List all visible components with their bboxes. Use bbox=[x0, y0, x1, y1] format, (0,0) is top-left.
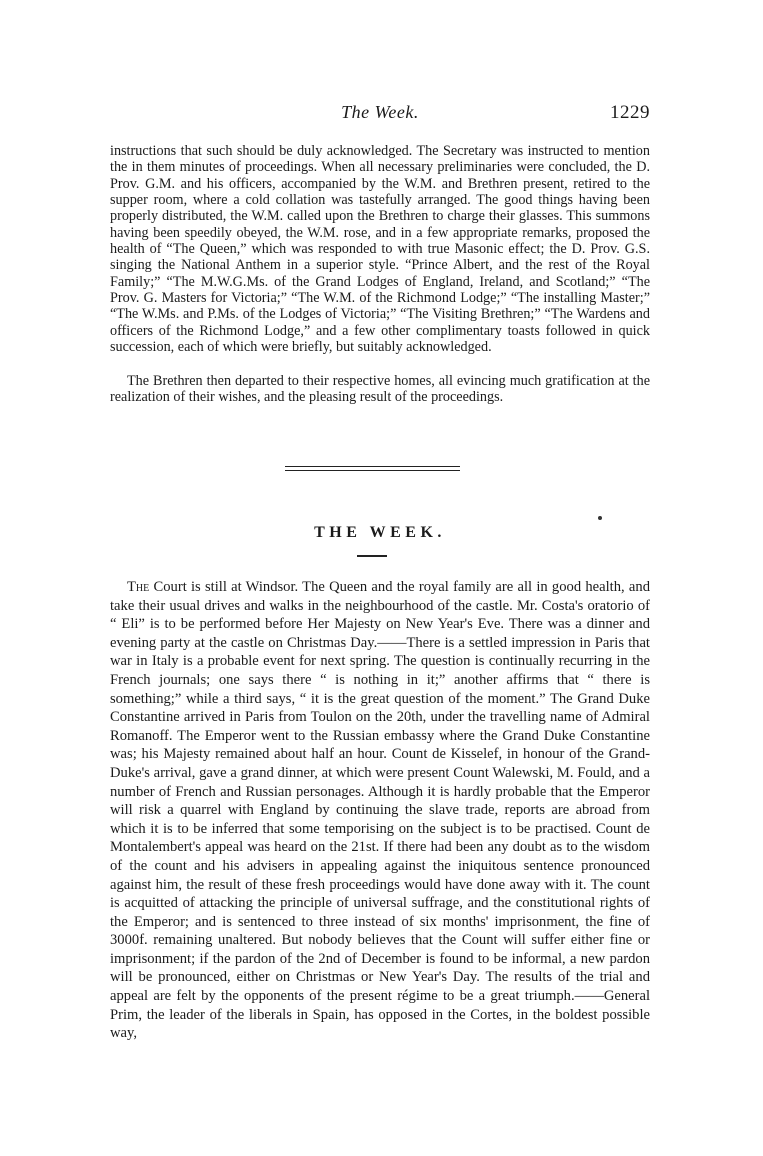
title-underline bbox=[357, 555, 387, 557]
running-title: The Week. bbox=[341, 102, 419, 122]
section-divider-top bbox=[285, 466, 460, 467]
print-speck bbox=[598, 516, 602, 520]
section-body-text: Court is still at Windsor. The Queen and the royal family are all in good health, and take their usual drives and walks in the neighbourhood of the castle. Mr. Costa's oratorio of “ Eli” is to be performed before Her Majesty on New Year's Eve. There was a dinner and evening party at the castle on Christmas Day.——There is a settled impression in Paris that war in Italy is a probable event for next spring. The question is continually recurring in the French journals; one says there “ is nothing in it;” another affirms that “ there is something;” while a third says, “ it is the great question of the moment.” The Grand Duke Constantine arrived in Paris from Toulon on the 20th, under the travelling name of Admiral Romanoff. The Emperor went to the Russian embassy where the Grand Duke Constantine was; his Majesty remained about half an hour. Count de Kisselef, in honour of the Grand-Duke's arrival, gave a grand dinner, at which were present Count Walewski, M. Fould, and a number of French and Russian personages. Although it is hardly probable that the Emperor will risk a quarrel with England by continuing the slave trade, reports are abroad from which it is to be inferred that some temporising on the subject is to be practised. Count de Montalembert's appeal was heard on the 21st. If there had been any doubt as to the wisdom of the count and his advisers in appealing against the iniquitous sentence pronounced against him, the result of these fresh proceedings would have done away with it. The count is acquitted of attacking the principle of universal suffrage, and the constitutional rights of the Emperor; and is sentenced to three instead of six months' imprisonment, the fine of 3000f. remaining unaltered. But nobody believes that the Count will suffer either fine or imprisonment; if the pardon of the 2nd of December is found to be informal, a new pardon will be pronounced, either on Christmas or New Year's Day. The results of the trial and appeal are felt by the opponents of the present régime to be a great triumph.——General Prim, the leader of the liberals in Spain, has opposed in the Cortes, in the boldest possible way, bbox=[110, 579, 650, 1042]
section-body bbox=[110, 578, 650, 1043]
paragraph-closing: The Brethren then departed to their respective homes, all evincing much gratification at the realization of their wishes, and the pleasing result of the proceedings. bbox=[110, 373, 650, 406]
section-title: THE WEEK. bbox=[314, 524, 446, 541]
running-head bbox=[110, 102, 650, 128]
page-number: 1229 bbox=[610, 102, 650, 123]
lead-word: The bbox=[127, 579, 150, 595]
paragraph-continued: instructions that such should be duly acknowledged. The Secretary was instructed to mention the in them minutes of proceedings. When all necessary preliminaries were concluded, the D. Prov. G.M. and his officers, accompanied by the W.M. and Brethren present, retired to the supper room, where a cold collation was tastefully arranged. The good things having been properly distributed, the W.M. called upon the Brethren to charge their glasses. This summons having been speedily obeyed, the W.M. rose, and in a few appropriate remarks, proposed the health of “The Queen,” which was responded to with true Masonic effect; the D. Prov. G.S. singing the National Anthem in a superior style. “Prince Albert, and the rest of the Royal Family;” “The M.W.G.Ms. of the Grand Lodges of England, Ireland, and Scotland;” “The Prov. G. Masters for Victoria;” “The W.M. of the Richmond Lodge;” “The installing Master;” “The W.Ms. and P.Ms. of the Lodges of Victoria;” “The Visiting Brethren;” “The Wardens and officers of the Richmond Lodge,” and a few other complimentary toasts followed in quick succession, each of which were briefly, but suitably acknowledged. bbox=[110, 143, 650, 356]
section-divider-bottom bbox=[285, 470, 460, 471]
